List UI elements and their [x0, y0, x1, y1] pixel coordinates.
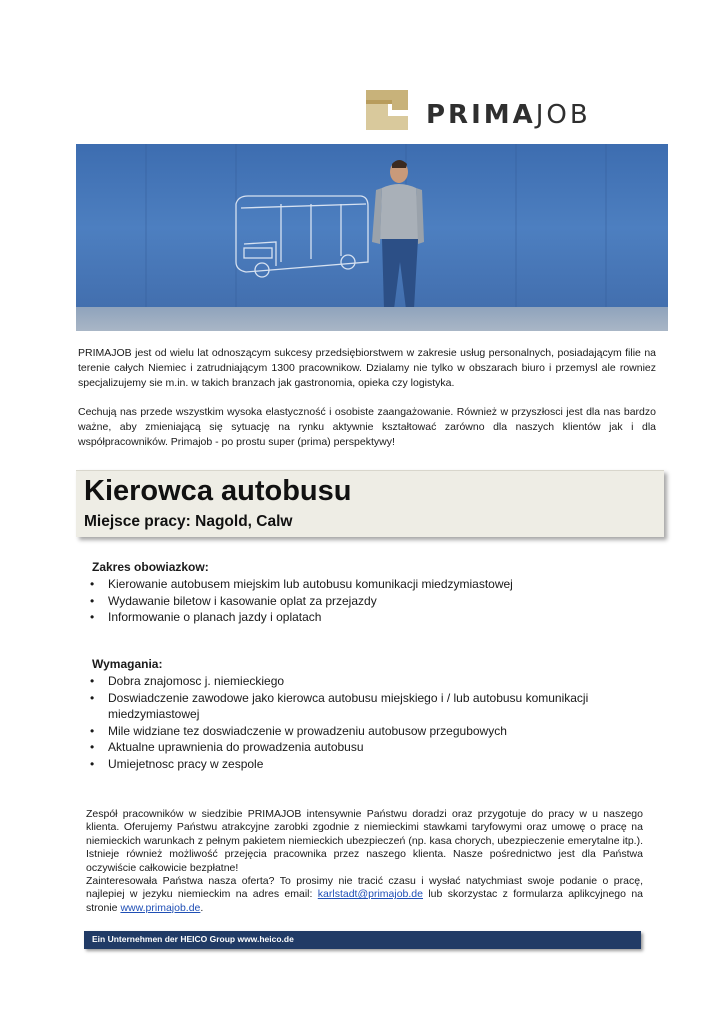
logo-text-bold: PRIMA	[426, 100, 536, 130]
bullet-icon: •	[90, 593, 95, 608]
bullet-icon: •	[90, 690, 95, 705]
list-item: • Informowanie o planach jazdy i oplatach	[90, 610, 322, 624]
bullet-icon: •	[90, 740, 95, 754]
bullet-icon: •	[90, 723, 95, 738]
closing-paragraph: Zespół pracowników w siedzibie PRIMAJOB intensywnie Państwu doradzi oraz przygotuje do pracy w u naszego klienta. Oferujemy Państwu atrakcyjne zarobki zgodnie z niemieckimi stawkami taryfowymi oraz umowę o pracę na niemieckich warunkach z pełnym pakietem niemieckich ubezpieczeń (np. kasa chorych, ubezpieczenie emerytalne itp.). Istnieje również możliwość przejęcia pracownika przez naszego klienta. Nasze pośrednictwo jest dla Państwa oczywiście całkowicie bezpłatne! Zainteresowała Państwa nasza oferta? To prosimy nie tracić czasu i wysłać natychmiast swoje podanie o pracę, najlepiej w jezyku niemieckim na adres email: karlstadt@primajob.de lub skorzystac z formularza aplikcyjnego na stronie www.primajob.de.	[86, 808, 644, 914]
job-title-box	[76, 470, 664, 537]
person-figure	[372, 160, 424, 318]
intro-paragraph-2: Cechują nas przede wszystkim wysoka elastyczność i osobiste zaangażowanie. Również w przyszłosci jest dla nas bardzo ważne, aby zmieniającą się sytuację na rynku aktywnie kształtować zarówno dla naszych klientów jak i dla współpracowników. Primajob - po prostu super (prima) perspektywy!	[78, 406, 656, 448]
list-item: • Umiejetnosc pracy w zespole	[90, 756, 264, 771]
email-link[interactable]: karlstadt@primajob.de	[317, 888, 423, 901]
list-item: • Aktualne uprawnienia do prowadzenia autobusu	[90, 740, 364, 754]
bullet-icon: •	[90, 674, 95, 688]
list-item: • Doswiadczenie zawodowe jako kierowca autobusu miejskiego i / lub autobusu komunikacji miedzymiastowej	[90, 690, 589, 721]
bullet-icon: •	[90, 577, 95, 591]
requirements-heading: Wymagania:	[92, 657, 163, 671]
list-item: • Dobra znajomosc j. niemieckiego	[90, 674, 285, 688]
primajob-logo-mark-icon	[366, 88, 408, 132]
footer-text: Ein Unternehmen der HEICO Group www.heico.de	[92, 934, 294, 944]
list-item: • Mile widziane tez doswiadczenie w prowadzeniu autobusow przegubowych	[90, 723, 507, 738]
footer-bar	[84, 931, 641, 949]
logo-text-light: JOB	[535, 100, 591, 130]
job-title: Kierowca autobusu	[84, 475, 352, 507]
website-link[interactable]: www.primajob.de	[120, 901, 201, 914]
bullet-icon: •	[90, 610, 95, 624]
hero-floor	[76, 307, 668, 331]
list-item: • Kierowanie autobusem miejskim lub autobusu komunikacji miedzymiastowej	[90, 577, 513, 591]
intro-paragraph-1: PRIMAJOB jest od wielu lat odnoszącym sukcesy przedsiębiorstwem w zakresie usług personalnych, posiadającym filie na terenie całych Niemiec i zatrudniającym 1300 pracownikow. Dzialamy nie tylko w obszarach biuro i przemysl ale rowniez specjalizujemy sie m.in. w takich branzach jak gastronomia, opieka czy logistyka.	[78, 347, 656, 389]
requirements-list	[88, 673, 648, 772]
primajob-wordmark	[426, 100, 591, 130]
bullet-icon: •	[90, 756, 95, 771]
hero-photo	[76, 144, 668, 331]
duties-heading: Zakres obowiazkow:	[92, 560, 209, 574]
primajob-logo	[366, 88, 678, 134]
job-location: Miejsce pracy: Nagold, Calw	[84, 513, 293, 530]
bus-sketch-icon	[236, 196, 368, 277]
list-item: • Wydawanie biletow i kasowanie oplat za przejazdy	[90, 593, 377, 608]
hero-illustration	[76, 144, 668, 331]
duties-list	[88, 576, 648, 626]
